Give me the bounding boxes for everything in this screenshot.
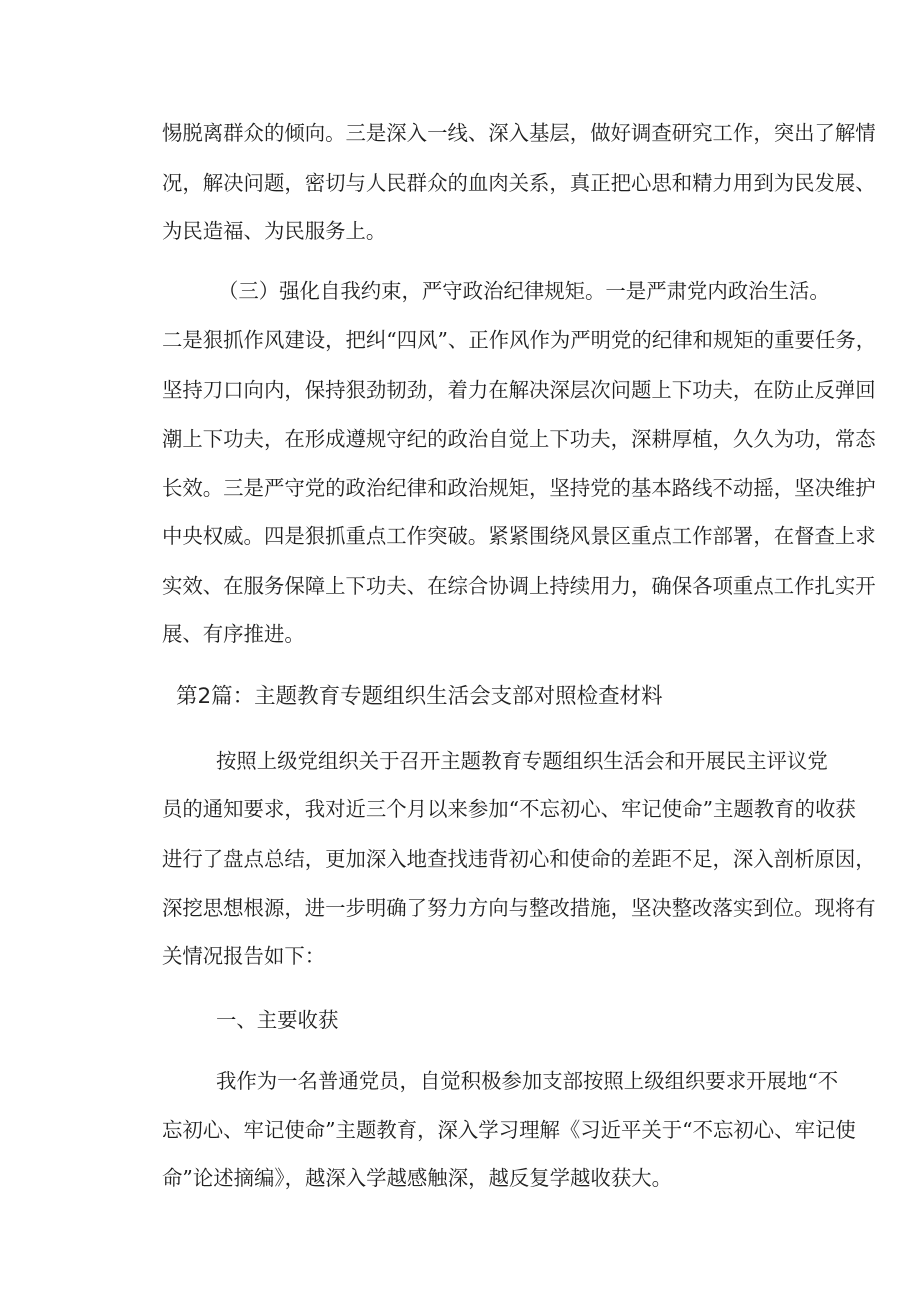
text-line: 我作为一名普通党员，自觉积极参加支部按照上级组织要求开展地“不 — [216, 1069, 839, 1093]
text-line: 为民造福、为民服务上。 — [162, 219, 387, 243]
text-line: 况，解决问题，密切与人民群众的血肉关系，真正把心思和精力用到为民发展、 — [162, 171, 876, 195]
text-line: 潮上下功夫，在形成遵规守纪的政治自觉上下功夫，深耕厚植，久久为功，常态 — [162, 427, 876, 451]
text-line: 命”论述摘编》，越深入学越感触深，越反复学越收获大。 — [162, 1166, 672, 1190]
text-line: 实效、在服务保障上下功夫、在综合协调上持续用力，确保各项重点工作扎实开 — [162, 574, 876, 598]
text-line: 二是狠抓作风建设，把纠“四风”、正作风作为严明党的纪律和规矩的重要任务， — [162, 328, 877, 352]
text-line: 员的通知要求，我对近三个月以来参加“不忘初心、牢记使命”主题教育的收获 — [162, 797, 856, 821]
section-heading: 一、主要收获 — [216, 1008, 339, 1032]
text-line: 进行了盘点总结，更加深入地查找违背初心和使命的差距不足，深入剖析原因， — [162, 847, 876, 871]
text-line: 忘初心、牢记使命”主题教育，深入学习理解《习近平关于“不忘初心、牢记使 — [162, 1118, 856, 1142]
text-line: 深挖思想根源，进一步明确了努力方向与整改措施，坚决整改落实到位。现将有 — [162, 896, 876, 920]
article-title: 第2篇：主题教育专题组织生活会支部对照检查材料 — [176, 684, 663, 709]
text-line: 关情况报告如下： — [162, 944, 326, 968]
text-line: 按照上级党组织关于召开主题教育专题组织生活会和开展民主评议党 — [216, 749, 828, 773]
text-line: 惕脱离群众的倾向。三是深入一线、深入基层，做好调查研究工作，突出了解情 — [162, 121, 876, 145]
text-line: 坚持刀口向内，保持狠劲韧劲，着力在解决深层次问题上下功夫，在防止反弹回 — [162, 378, 876, 402]
text-line: 中央权威。四是狠抓重点工作突破。紧紧围绕风景区重点工作部署，在督查上求 — [162, 524, 876, 548]
text-line: 长效。三是严守党的政治纪律和政治规矩，坚持党的基本路线不动摇，坚决维护 — [162, 476, 876, 500]
section-three-heading-line: （三）强化自我约束，严守政治纪律规矩。一是严肃党内政治生活。 — [218, 279, 830, 303]
text-line: 展、有序推进。 — [162, 622, 305, 646]
